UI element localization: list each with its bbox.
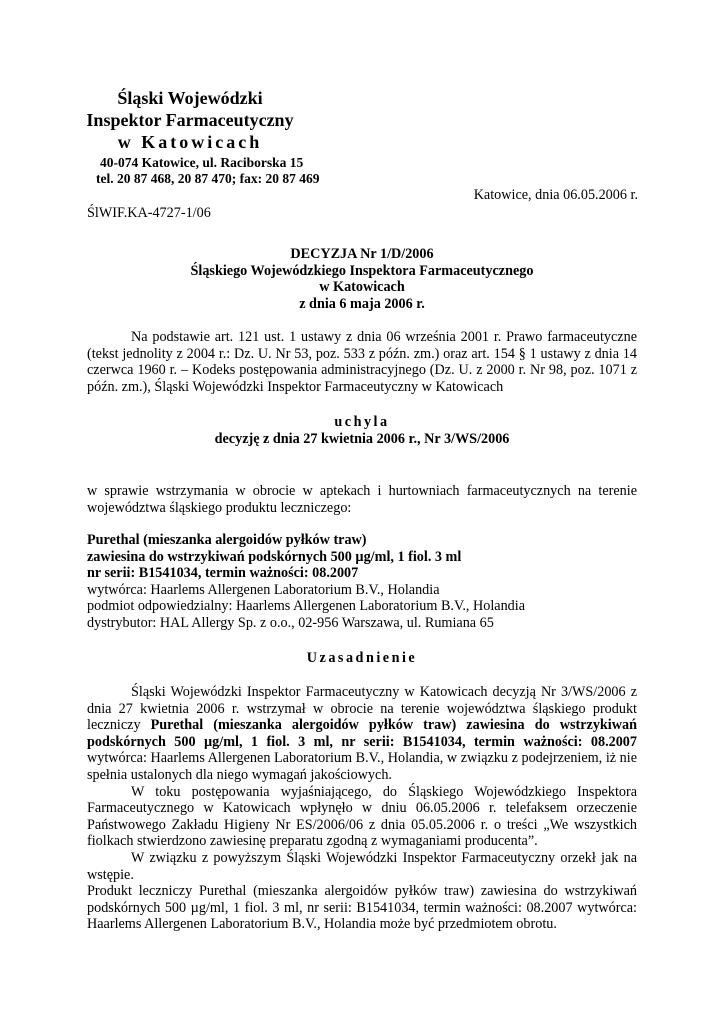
product-form: zawiesina do wstrzykiwań podskórnych 500 µg/ml, 1 fiol. 3 ml [87, 548, 462, 565]
decision-issuer-place: w Katowicach [319, 279, 405, 296]
justification-paragraph-4: Produkt leczniczy Purethal (mieszanka alergoidów pyłków traw) zawiesina do wstrzykiwań podskórnych 500 µg/ml, 1 fiol. 3 ml, nr serii: B1541034, termin ważności: 08.2007 wytwórca: Haarlems Allergenen Laboratorium B.V., Holandia może być przedmiotem obrotu. [87, 883, 637, 933]
product-name: Purethal (mieszanka alergoidów pyłków traw) [87, 532, 367, 548]
justification-paragraph-2: W toku postępowania wyjaśniającego, do Śląskiego Wojewódzkiego Inspektora Farmaceutycznego w Katowicach wpłynęło w dniu 06.05.2006 r. telefaksem orzeczenie Państwowego Zakładu Higieny Nr ES/2006/06 z dnia 05.05.2006 r. o treści „We wszystkich fiolkach stwierdzono zawiesinę preparatu zgodną z wymaganiami producenta”. [87, 783, 637, 850]
product-responsible-entity: podmiot odpowiedzialny: Haarlems Allergenen Laboratorium B.V., Holandia [87, 598, 526, 615]
decision-title-block [87, 246, 637, 312]
product-details [87, 532, 647, 632]
product-distributor: dystrybutor: HAL Allergy Sp. z o.o., 02-956 Warszawa, ul. Rumiana 65 [87, 614, 494, 631]
justification-body [87, 684, 637, 933]
decision-date: z dnia 6 maja 2006 r. [299, 295, 425, 312]
org-line-1: Śląski Wojewódzki [117, 88, 263, 108]
org-phones: tel. 20 87 468, 20 87 470; fax: 20 87 469 [96, 171, 320, 186]
product-batch: nr serii: B1541034, termin ważności: 08.2007 [87, 565, 359, 582]
ruling-block [87, 414, 637, 447]
justification-p1-product: Purethal (mieszanka alergoidów pyłków traw) zawiesina do wstrzykiwań podskórnych 500 µg/ml, 1 fiol. 3 ml, nr serii: B1541034, termin ważności: 08.2007 [87, 717, 637, 750]
justification-heading: Uzasadnienie [306, 650, 418, 666]
org-line-2: Inspektor Farmaceutyczny [86, 110, 294, 130]
justification-paragraph-3: W związku z powyższym Śląski Wojewódzki Inspektor Farmaceutyczny orzekł jak na wstępie. [87, 849, 637, 883]
ruling-object: decyzję z dnia 27 kwietnia 2006 r., Nr 3/WS/2006 [214, 430, 510, 447]
justification-p1-rest: wytwórca: Haarlems Allergenen Laboratorium B.V., Holandia, w związku z podejrzeniem, iż nie spełnia ustalonych dla niego wymagań jakościowych. [87, 750, 637, 783]
organization-name [80, 87, 300, 153]
org-address: 40-074 Katowice, ul. Raciborska 15 [100, 155, 304, 170]
matter-text: w sprawie wstrzymania w obrocie w aptekach i hurtowniach farmaceutycznych na terenie województwa śląskiego produktu leczniczego: [87, 483, 637, 516]
reference-number: ŚlWIF.KA-4727-1/06 [87, 205, 211, 221]
legal-basis: Na podstawie art. 121 ust. 1 ustawy z dnia 06 września 2001 r. Prawo farmaceutyczne (tekst jednolity z 2004 r.: Dz. U. Nr 53, poz. 533 z późn. zm.) oraz art. 154 § 1 ustawy z dnia 14 czerwca 1960 r. – Kodeks postępowania administracyjnego (Dz. U. z 2000 r. Nr 98, poz. 1071 z późn. zm.), Śląski Wojewódzki Inspektor Farmaceutyczny w Katowicach [87, 329, 637, 395]
product-manufacturer: wytwórca: Haarlems Allergenen Laboratorium B.V., Holandia [87, 581, 440, 598]
decision-issuer: Śląskiego Wojewódzkiego Inspektora Farmaceutycznego [190, 262, 534, 279]
decision-title: DECYZJA Nr 1/D/2006 [290, 246, 434, 262]
org-line-3: w Katowicach [117, 132, 263, 152]
place-date: Katowice, dnia 06.05.2006 r. [473, 187, 638, 203]
justification-paragraph-1 [87, 684, 637, 784]
ruling-verb: uchyla [334, 414, 390, 430]
justification-p1-intro: Śląski Wojewódzki Inspektor Farmaceutyczny w Katowicach decyzją Nr 3/WS/2006 z dnia 27 kwietnia 2006 r. wstrzymał w obrocie na terenie województwa śląskiego produkt leczniczy [87, 684, 637, 734]
